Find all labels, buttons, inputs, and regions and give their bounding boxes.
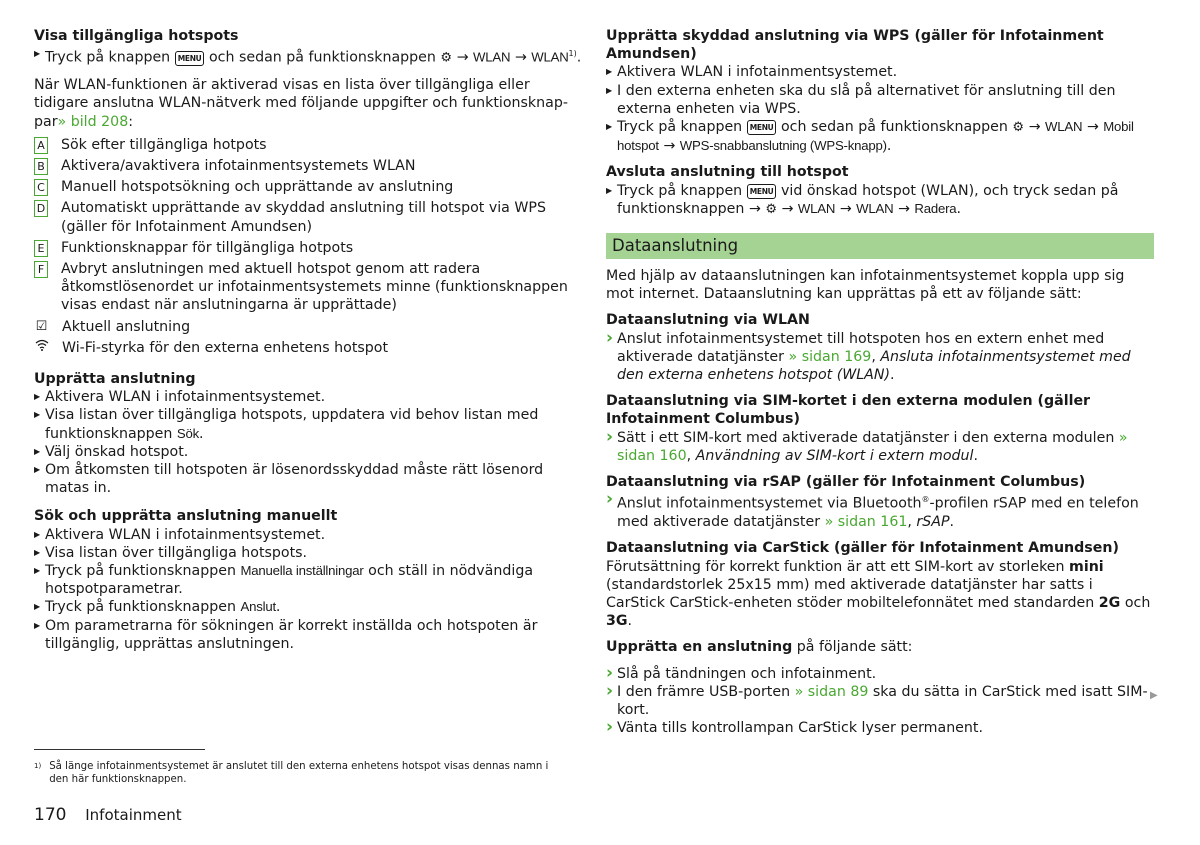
menu-key-icon: MENU: [747, 120, 777, 135]
carstick-paragraph: Förutsättning för korrekt funktion är att ett SIM-kort av storleken mini (standardstorlek 25x15 mm) med aktiverade datatjänster har satts i CarStick CarStick-enheten stöder mobiltelefonnätet med standarden 2G och 3G.: [606, 558, 1151, 630]
step: ▶ Om parametrarna för sökningen är korrekt inställda och hotspoten är tillgänglig, upprättas anslutningen.: [34, 617, 582, 653]
footnote-ref: 1): [568, 49, 577, 59]
heading-connect: Upprätta anslutning: [34, 370, 196, 387]
link-sidan-160[interactable]: » sidan 160: [617, 429, 1128, 464]
step-show-hotspots: ▶ Tryck på knappen MENU och sedan på funktionsknappen ⚙ → WLAN → WLAN$^{1)}$.: [34, 45, 582, 68]
step: ▶ I den externa enheten ska du slå på alternativet för anslutning till den externa enheten via WPS.: [606, 82, 1154, 118]
label-e: E: [34, 240, 48, 257]
menu-key-icon: MENU: [747, 184, 777, 199]
heading-data-wlan: Dataanslutning via WLAN: [606, 312, 810, 329]
checkbox-icon: ☑: [35, 318, 48, 334]
step: ▶ Aktivera WLAN i infotainmentsystemet.: [34, 526, 582, 544]
how-to-connect: Upprätta en anslutning på följande sätt:: [606, 639, 913, 656]
left-column: [34, 27, 582, 653]
result-item: › I den främre USB-porten » sidan 89 ska du sätta in CarStick med isatt SIM-kort.: [606, 683, 1154, 719]
definition-item: E Funktionsknappar för tillgängliga hotpots: [34, 239, 582, 257]
step: ▶ Aktivera WLAN i infotainmentsystemet.: [606, 63, 1154, 81]
settings-gear-icon: ⚙: [1012, 120, 1025, 136]
step: ▶ Om åtkomsten till hotspoten är lösenordsskyddad måste rätt lösenord matas in.: [34, 461, 582, 497]
heading-wps: Upprätta skyddad anslutning via WPS (gäller för Infotainment Amundsen): [606, 28, 1104, 63]
label-b: B: [34, 158, 48, 175]
step: ▶ Visa listan över tillgängliga hotspots, uppdatera vid behov listan med funktionsknappen Sök.: [34, 406, 582, 442]
step: ▶ Visa listan över tillgängliga hotspots.: [34, 544, 582, 562]
heading-end-connection: Avsluta anslutning till hotspot: [606, 164, 849, 181]
intro-paragraph: När WLAN-funktionen är aktiverad visas en lista över tillgängliga eller tidigare anslutna WLAN-nätverk med följande uppgifter och funktionsknap- par» bild 208:: [34, 77, 568, 130]
step: ▶ Tryck på knappen MENU och sedan på funktionsknappen ⚙ → WLAN → Mobil hotspot → WPS-snabbanslutning (WPS-knapp).: [606, 118, 1154, 155]
link-sidan-89[interactable]: » sidan 89: [794, 683, 869, 700]
definition-item: Wi-Fi-styrka för den externa enhetens hotspot: [34, 339, 582, 357]
step: ▶ Tryck på funktionsknappen Manuella inställningar och ställ in nödvändiga hotspotparametrar.: [34, 562, 582, 598]
link-sidan-169[interactable]: » sidan 169: [788, 348, 872, 365]
data-intro: Med hjälp av dataanslutningen kan infotainmentsystemet koppla upp sig mot internet. Dataanslutning kan upprättas på ett av följande sätt:: [606, 268, 1125, 303]
continue-arrow-icon: ▶: [1150, 690, 1158, 701]
page-number: 170: [34, 805, 67, 825]
footnote-divider: [34, 749, 205, 750]
page-footer: [34, 805, 182, 825]
heading-manual: Sök och upprätta anslutning manuellt: [34, 508, 338, 525]
definition-item: ☑ Aktuell anslutning: [35, 318, 191, 335]
link-sidan-161[interactable]: » sidan 161: [824, 514, 908, 531]
result-item: › Sätt i ett SIM-kort med aktiverade datatjänster i den externa modulen » sidan 160, Användning av SIM-kort i extern modul.: [606, 429, 1154, 465]
result-item: › Vänta tills kontrollampan CarStick lyser permanent.: [606, 719, 1154, 737]
definition-item: B Aktivera/avaktivera infotainmentsystemets WLAN: [34, 157, 582, 175]
footer-section: Infotainment: [85, 806, 182, 824]
section-title-bar: Dataanslutning: [606, 233, 1154, 259]
label-c: C: [34, 179, 48, 196]
settings-gear-icon: ⚙: [440, 50, 453, 66]
result-item: › Anslut infotainmentsystemet via Bluetooth®-profilen rSAP med en telefon med aktiverade datatjänster » sidan 161, rSAP.: [606, 491, 1154, 531]
menu-key-icon: MENU: [175, 51, 205, 66]
definition-item: C Manuell hotspotsökning och upprättande av anslutning: [34, 178, 582, 196]
step: ▶ Tryck på knappen MENU vid önskad hotspot (WLAN), och tryck sedan på funktionsknappen → ⚙ → WLAN → WLAN → Radera.: [606, 182, 1154, 219]
result-item: › Slå på tändningen och infotainment.: [606, 665, 1154, 683]
definition-item: F Avbryt anslutningen med aktuell hotspot genom att radera åtkomstlösenordet ur infotainmentsystemets minne (funktionsknappen visas endast när anslutningarna är upprättade): [34, 260, 582, 315]
footnote: $^{1)}$ Så länge infotainmentsystemet är anslutet till den externa enhetens hotspot visas dennas namn i den här funktionsknappen.: [34, 761, 549, 785]
label-f: F: [34, 261, 48, 278]
heading-data-rsap: Dataanslutning via rSAP (gäller för Infotainment Columbus): [606, 474, 1086, 491]
settings-gear-icon: ⚙: [765, 201, 777, 217]
heading-data-carstick: Dataanslutning via CarStick (gäller för Infotainment Amundsen): [606, 540, 1119, 557]
wifi-icon: [34, 339, 49, 357]
definition-item: D Automatiskt upprättande av skyddad anslutning till hotspot via WPS (gäller för Infotainment Amundsen): [34, 199, 582, 235]
heading-data-sim: Dataanslutning via SIM-kortet i den externa modulen (gäller Infotainment Columbus): [606, 393, 1091, 428]
heading-show-hotspots: Visa tillgängliga hotspots: [34, 28, 239, 44]
definition-item: A Sök efter tillgängliga hotpots: [34, 136, 582, 154]
right-column: [606, 27, 1154, 737]
step: ▶ Välj önskad hotspot.: [34, 443, 582, 461]
label-a: A: [34, 137, 48, 154]
step: ▶ Tryck på funktionsknappen Anslut.: [34, 598, 582, 616]
link-bild-208[interactable]: » bild 208: [57, 113, 129, 130]
result-item: › Anslut infotainmentsystemet till hotspoten hos en extern enhet med aktiverade datatjänster » sidan 169, Ansluta infotainmentsystemet med den externa enhetens hotspot (WLAN).: [606, 330, 1154, 385]
label-d: D: [34, 200, 48, 217]
step: ▶ Aktivera WLAN i infotainmentsystemet.: [34, 388, 582, 406]
